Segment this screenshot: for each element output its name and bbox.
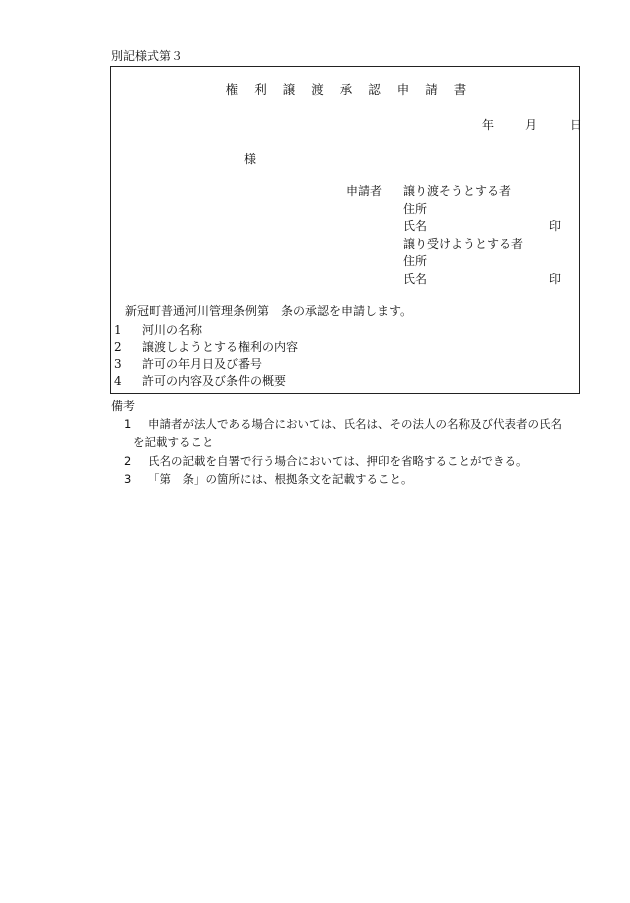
note-text: を記載すること xyxy=(133,435,214,449)
title-char: 申 xyxy=(396,82,410,97)
title-char: 利 xyxy=(254,82,267,97)
item-text: 譲渡しようとする権利の内容 xyxy=(142,340,299,354)
title-char: 権 xyxy=(225,82,239,97)
note-text: 「第 条」の箇所には、根拠条文を記載すること。 xyxy=(148,472,413,486)
item-number: 1 xyxy=(114,323,122,337)
note-text: 氏名の記載を自署で行う場合においては、押印を省略することができる。 xyxy=(148,454,528,468)
list-item xyxy=(114,358,262,370)
item-text: 許可の年月日及び番号 xyxy=(142,357,263,371)
item-text: 河川の名称 xyxy=(142,323,203,337)
note-item xyxy=(124,456,528,468)
transferee-name-label: 氏名 xyxy=(403,272,428,286)
title-char: 渡 xyxy=(311,82,324,97)
transferee-label: 譲り受けようとする者 xyxy=(403,237,524,251)
applicant-label: 申請者 xyxy=(346,184,383,198)
note-number: 2 xyxy=(124,454,132,468)
note-item xyxy=(124,474,413,486)
transferee-address-label: 住所 xyxy=(403,254,428,268)
transferee-seal-mark: 印 xyxy=(549,272,562,286)
note-item-continuation xyxy=(133,437,214,449)
list-item xyxy=(114,324,202,336)
item-text: 許可の内容及び条件の概要 xyxy=(142,374,287,388)
document-title xyxy=(111,84,581,97)
transferor-address-label: 住所 xyxy=(403,202,428,216)
list-item xyxy=(114,375,286,387)
date-year-label: 年 xyxy=(482,118,495,132)
date-day-label: 日 xyxy=(570,118,583,132)
title-char: 請 xyxy=(425,82,438,97)
form-label: 別記様式第３ xyxy=(111,49,184,63)
list-item xyxy=(114,341,298,353)
addressee-honorific: 様 xyxy=(244,152,257,166)
title-char: 書 xyxy=(453,82,467,97)
item-number: 2 xyxy=(114,340,122,354)
note-item xyxy=(124,419,562,431)
notes-heading: 備考 xyxy=(111,399,136,413)
transferor-seal-mark: 印 xyxy=(549,219,562,233)
date-month-label: 月 xyxy=(525,118,538,132)
transferor-name-label: 氏名 xyxy=(403,219,428,233)
item-number: 4 xyxy=(114,374,122,388)
request-statement: 新冠町普通河川管理条例第 条の承認を申請します。 xyxy=(125,304,413,318)
application-form-box xyxy=(110,66,583,394)
note-text: 申請者が法人である場合においては、氏名は、その法人の名称及び代表者の氏名 xyxy=(148,417,562,431)
transferor-label: 譲り渡そうとする者 xyxy=(403,184,512,198)
item-number: 3 xyxy=(114,357,122,371)
note-number: 3 xyxy=(124,472,132,486)
title-char: 承 xyxy=(339,82,353,97)
title-char: 譲 xyxy=(282,82,296,97)
title-char: 認 xyxy=(368,82,381,97)
note-number: 1 xyxy=(124,417,132,431)
